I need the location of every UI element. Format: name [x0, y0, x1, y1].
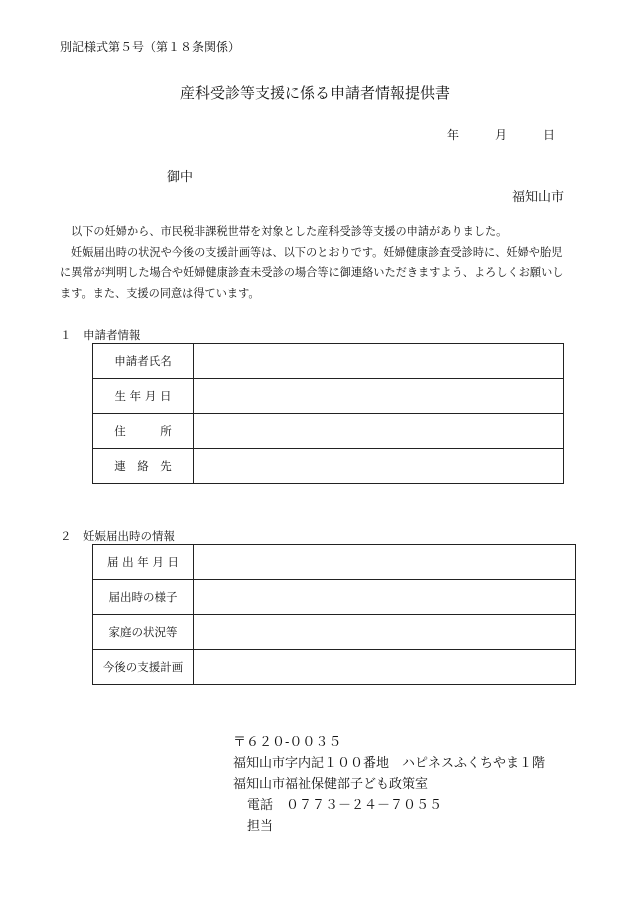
support-plan-label: 今後の支援計画	[93, 650, 194, 685]
applicant-name-field[interactable]	[194, 344, 564, 379]
table-row	[93, 449, 564, 484]
notification-state-field[interactable]	[194, 580, 576, 615]
body-text	[60, 222, 570, 304]
date-year: 年	[447, 128, 460, 142]
date-day: 日	[543, 128, 556, 142]
phone-number: 電話 ０７７３－２４－７０５５	[247, 798, 443, 813]
person-in-charge: 担当	[247, 819, 274, 834]
contact-block	[233, 732, 545, 837]
notification-date-label: 届 出 年 月 日	[93, 545, 194, 580]
section1-heading: １ 申請者情報	[60, 328, 141, 342]
sender: 福知山市	[511, 190, 564, 205]
body-paragraph-2: 妊娠届出時の状況や今後の支援計画等は、以下のとおりです。妊婦健康診査受診時に、妊婦や胎児に異常が判明した場合や妊婦健康診査未受診の場合等に御連絡いただきますよう、よろしくお願いします。また、支援の同意は得ています。	[60, 245, 564, 300]
contact-field[interactable]	[194, 449, 564, 484]
address-field[interactable]	[194, 414, 564, 449]
applicant-info-table	[92, 343, 564, 484]
table-row	[93, 650, 576, 685]
date-month: 月	[495, 128, 508, 142]
family-situation-label: 家庭の状況等	[93, 615, 194, 650]
table-row	[93, 414, 564, 449]
notification-date-field[interactable]	[194, 545, 576, 580]
addressee: 御中	[167, 170, 194, 185]
table-row	[93, 379, 564, 414]
family-situation-field[interactable]	[194, 615, 576, 650]
document-title: 産科受診等支援に係る申請者情報提供書	[179, 84, 450, 102]
postal-code: 〒６２０-００３５	[233, 735, 342, 750]
table-row	[93, 580, 576, 615]
pregnancy-notification-table	[92, 544, 576, 685]
support-plan-field[interactable]	[194, 650, 576, 685]
birthdate-label: 生 年 月 日	[93, 379, 194, 414]
section2-heading: ２ 妊娠届出時の情報	[60, 529, 175, 543]
table-row	[93, 615, 576, 650]
applicant-name-label: 申請者氏名	[93, 344, 194, 379]
body-paragraph-1: 以下の妊婦から、市民税非課税世帯を対象とした産科受診等支援の申請がありました。	[71, 225, 508, 238]
date-line	[447, 126, 555, 143]
birthdate-field[interactable]	[194, 379, 564, 414]
address-label: 住 所	[93, 414, 194, 449]
department-name: 福知山市福祉保健部子ども政策室	[233, 777, 429, 792]
notification-state-label: 届出時の様子	[93, 580, 194, 615]
table-row	[93, 344, 564, 379]
contact-address: 福知山市字内記１００番地 ハピネスふくちやま１階	[233, 756, 546, 771]
contact-label: 連 絡 先	[93, 449, 194, 484]
table-row	[93, 545, 576, 580]
form-number: 別記様式第５号（第１８条関係）	[60, 40, 241, 54]
